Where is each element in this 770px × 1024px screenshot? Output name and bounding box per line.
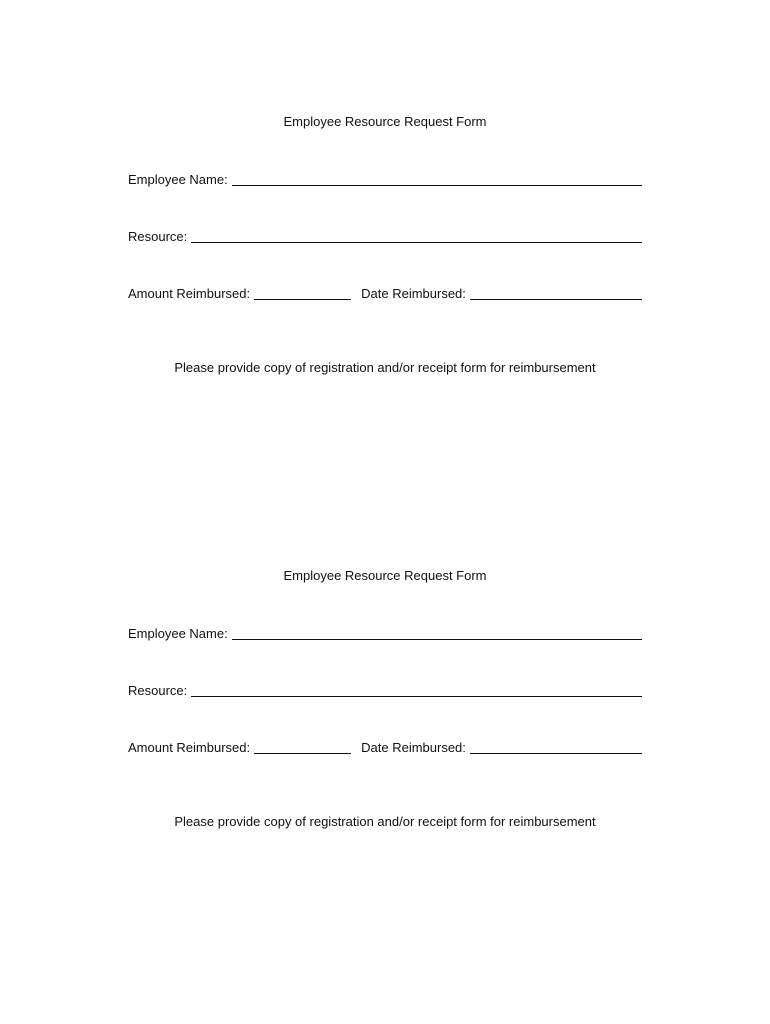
date-reimbursed-label: Date Reimbursed:	[361, 286, 466, 301]
employee-name-field[interactable]	[232, 171, 642, 186]
employee-name-label: Employee Name:	[128, 172, 228, 187]
amount-reimbursed-label: Amount Reimbursed:	[128, 740, 251, 755]
amount-reimbursed-field[interactable]	[254, 739, 351, 754]
form-title: Employee Resource Request Form	[283, 568, 487, 583]
date-reimbursed-field[interactable]	[470, 285, 642, 300]
resource-field[interactable]	[191, 228, 642, 243]
resource-label: Resource:	[128, 229, 188, 244]
employee-name-label: Employee Name:	[128, 626, 228, 641]
form-title: Employee Resource Request Form	[283, 114, 487, 129]
amount-reimbursed-field[interactable]	[254, 285, 351, 300]
amount-reimbursed-label: Amount Reimbursed:	[128, 286, 251, 301]
employee-name-field[interactable]	[232, 625, 642, 640]
reimbursement-note: Please provide copy of registration and/or receipt form for reimbursement	[174, 360, 596, 375]
date-reimbursed-field[interactable]	[470, 739, 642, 754]
reimbursement-row	[128, 283, 642, 303]
date-reimbursed-label: Date Reimbursed:	[361, 740, 466, 755]
reimbursement-note: Please provide copy of registration and/or receipt form for reimbursement	[174, 814, 596, 829]
resource-field[interactable]	[191, 682, 642, 697]
resource-row	[128, 680, 642, 700]
reimbursement-row	[128, 737, 642, 757]
employee-name-row	[128, 169, 642, 189]
resource-row	[128, 226, 642, 246]
employee-name-row	[128, 623, 642, 643]
resource-label: Resource:	[128, 683, 188, 698]
